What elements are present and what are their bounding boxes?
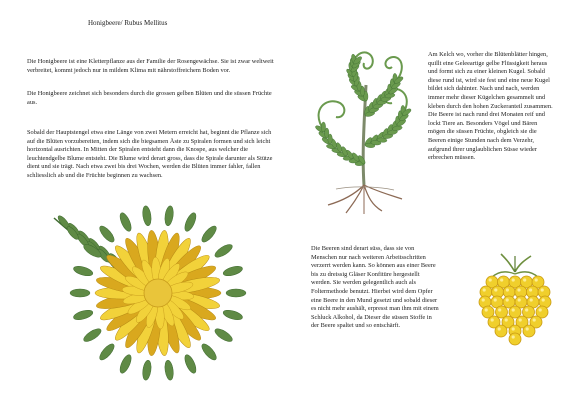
berry-drupelets (479, 276, 551, 345)
leaf (183, 353, 199, 375)
leaf (56, 214, 80, 241)
drupelet-highlight (482, 298, 485, 301)
plant-illustration (306, 45, 421, 215)
drupelet-highlight (542, 298, 545, 301)
drupelet-highlight (494, 298, 497, 301)
drupelet-highlight (541, 288, 544, 291)
leaf (164, 205, 175, 226)
leaf (183, 211, 199, 233)
drupelet (523, 325, 535, 337)
leaf (82, 326, 103, 344)
leaf (72, 264, 93, 277)
growth-paragraph: Sobald der Hauptstengel etwa eine Länge von zwei Metern erreicht hat, beginnt die Pflanze sich auf die Blüten vorzubereiten, indem sich die biegsamen Äste zu Spiralen formen und sich leicht horizontal ausrichten. In Mitten der Spiralen entsteht dann die Knospe, aus welcher die leuchtendgelbe Blume entsteht. Die Blume wird derart gross, dass die Spirale darunter als Stütze dient und sie trägt. Nach etwa zwei bis drei Wochen, werden die Blüten immer fahler, fallen schliesslich ab und die Früchte beginnen zu wachsen. (27, 129, 273, 179)
drupelet-highlight (512, 327, 515, 330)
berry-illustration (475, 252, 555, 348)
plant-roots (328, 185, 402, 214)
drupelet-highlight (506, 298, 509, 301)
drupelet-highlight (500, 278, 503, 281)
description-paragraph: Die Honigbeere zeichnet sich besonders durch die grossen gelben Blüten und die süssen Früchte aus. (27, 90, 272, 106)
drupelet-highlight (523, 278, 526, 281)
drupelet-highlight (498, 327, 501, 330)
drupelet-highlight (512, 308, 515, 311)
leaf (213, 242, 234, 260)
leaf (226, 289, 246, 297)
flower-center (144, 279, 172, 307)
leaf (200, 224, 219, 244)
drupelet-highlight (485, 308, 488, 311)
intro-paragraph: Die Honigbeere ist eine Kletterpflanze aus der Familie der Rosengewächse. Sie ist zwar weltweit verbreitet, kommt jedoch nur in mildem Klima mit nährstoffreichem Boden vor. (27, 58, 274, 74)
drupelet-highlight (517, 288, 520, 291)
drupelet (509, 306, 521, 318)
leaf (213, 326, 234, 344)
drupelet-highlight (519, 318, 522, 321)
drupelet-highlight (505, 318, 508, 321)
leaf (200, 342, 219, 362)
drupelet-highlight (489, 278, 492, 281)
leaf (142, 360, 153, 381)
leaf (118, 211, 134, 233)
sweetness-paragraph: Die Beeren sind derart süss, dass sie von Menschen nur nach weiteren Arbeitsschritten verzerrt werden kann. So können aus einer Beere bis zu dreissig Gläser Konfitüre hergestellt werden. Sie werden gelegentlich auch als Foltermethode benutzt. Hierbei wird dem Opfer eine Beere in den Mund gesetzt und sobald dieser es nicht mehr aushält, erpresst man ihm mit einem Schluck Alkohol, da Dieser die süssen Stoffe in der Beere spaltet und so entschärft. (311, 245, 439, 330)
drupelet-highlight (535, 278, 538, 281)
drupelet-highlight (533, 318, 536, 321)
drupelet-highlight (498, 308, 501, 311)
leaf (222, 308, 243, 321)
drupelet-highlight (491, 318, 494, 321)
leaf (321, 122, 326, 132)
drupelet-highlight (512, 278, 515, 281)
drupelet-highlight (526, 327, 529, 330)
flower-illustration (40, 200, 280, 400)
berry-crown (491, 254, 539, 278)
leaf (142, 205, 153, 226)
drupelet-highlight (529, 288, 532, 291)
leaf (97, 342, 116, 362)
drupelet (495, 325, 507, 337)
fruit-formation-paragraph: Am Kelch wo, vorher die Blütenblätter hingen, quillt eine Geleeartige gelbe Flüssigkeit heraus und formt sich zu einer kleinen Kugel. Sobald diese rund ist, wird sie fest und eine neue Kugel bildet sich dahinter. Nach und nach, werden immer mehr dieser Kügelchen gesammelt und kleben durch den hohen Zuckeranteil zusammen. Die Beere ist nach rund drei Monaten reif und lockt Tiere an. Besonders Vögel und Bären mögen die süssen Früchte, obgleich sie die Beeren einige Stunden nach dem Verzehr, aufgrund ihrer unglaublichen Süsse wieder erbrechen müssen. (428, 51, 553, 162)
leaf (70, 289, 90, 297)
drupelet-highlight (525, 308, 528, 311)
drupelet-highlight (530, 298, 533, 301)
drupelet (509, 333, 521, 345)
page-title: Honigbeere/ Rubus Mellitus (88, 19, 168, 27)
leaf (118, 353, 134, 375)
drupelet-highlight (483, 288, 486, 291)
leaf (164, 360, 175, 381)
drupelet-highlight (494, 288, 497, 291)
drupelet-highlight (506, 288, 509, 291)
leaf (72, 308, 93, 321)
leaf (97, 224, 116, 244)
drupelet-highlight (512, 335, 515, 338)
drupelet-highlight (518, 298, 521, 301)
leaf (222, 264, 243, 277)
drupelet-highlight (539, 308, 542, 311)
